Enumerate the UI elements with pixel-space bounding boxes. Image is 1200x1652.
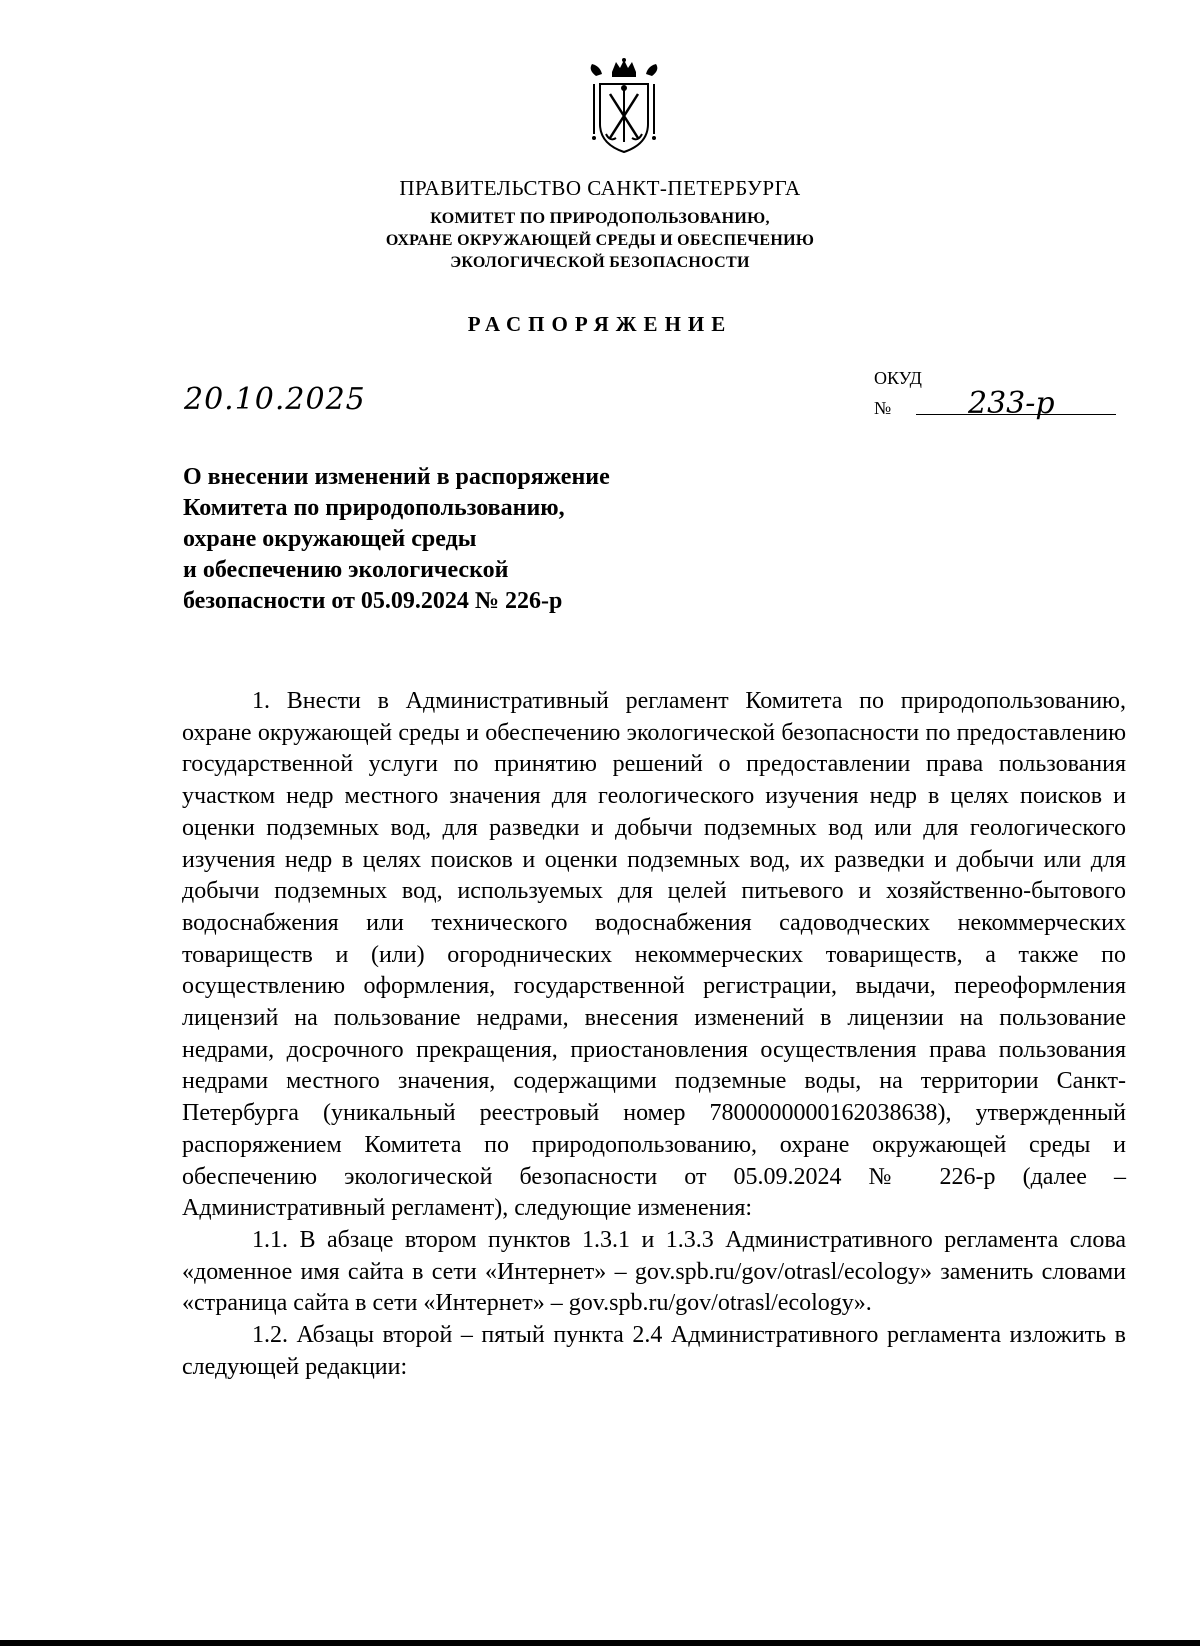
subject-line: О внесении изменений в распоряжение [183, 464, 610, 490]
subject-line: Комитета по природопользованию, [183, 495, 565, 521]
subject-line: безопасности от 05.09.2024 № 226-р [183, 588, 563, 614]
committee-name [0, 208, 1200, 274]
scan-bottom-border [0, 1640, 1200, 1646]
document-type-title: РАСПОРЯЖЕНИЕ [467, 312, 733, 336]
document-body [182, 686, 1126, 1383]
committee-line: ЭКОЛОГИЧЕСКОЙ БЕЗОПАСНОСТИ [450, 254, 750, 271]
committee-line: ОХРАНЕ ОКРУЖАЮЩЕЙ СРЕДЫ И ОБЕСПЕЧЕНИЮ [385, 232, 815, 249]
number-label: № [874, 398, 892, 418]
government-name: ПРАВИТЕЛЬСТВО САНКТ-ПЕТЕРБУРГА [399, 176, 801, 200]
committee-line: КОМИТЕТ ПО ПРИРОДОПОЛЬЗОВАНИЮ, [430, 210, 770, 227]
paragraph-item-1-1: 1.1. В абзаце втором пунктов 1.3.1 и 1.3.3 Административного регламента слова «доменное имя сайта в сети «Интернет» – gov.spb.ru/gov/otrasl/ecology» заменить словами «страница сайта в сети «Интернет» – gov.spb.ru/gov/otrasl/ecology». [182, 1226, 1126, 1317]
paragraph-item-1-2: 1.2. Абзацы второй – пятый пункта 2.4 Административного регламента изложить в следующей редакции: [182, 1322, 1126, 1380]
paragraph-item-1: 1. Внести в Административный регламент Комитета по природопользованию, охране окружающей среды и обеспечению экологической безопасности по предоставлению государственной услуги по принятию решений о предоставлении права пользования участком недр местного значения для геологического изучения недр в целях поисков и оценки подземных вод, для разведки и добычи подземных вод или для геологического изучения недр в целях поисков и оценки подземных вод, их разведки и добычи или для добычи подземных вод, используемых для целей питьевого и хозяйственно-бытового водоснабжения или технического водоснабжения садоводческих некоммерческих товариществ и (или) огороднических некоммерческих товариществ, а также по осуществлению оформления, государственной регистрации, выдачи, переоформления лицензий на пользование недрами, внесения изменений в лицензии на пользование недрами, досрочного прекращения, приостановления осуществления права пользования недрами местного значения, содержащими подземные воды, на территории Санкт-Петербурга (уникальный реестровый номер 7800000000162038638), утвержденный распоряжением Комитета по природопользованию, охране окружающей среды и обеспечению экологической безопасности от 05.09.2024 № 226-р (далее – Административный регламент), следующие изменения: [182, 688, 1126, 1222]
subject-line: охране окружающей среды [183, 526, 477, 552]
okud-label: ОКУД [874, 368, 922, 388]
coat-of-arms-emblem-icon [582, 58, 666, 156]
subject-line: и обеспечению экологической [183, 557, 509, 583]
document-subject [183, 462, 610, 617]
handwritten-date: 20.10.2025 [184, 382, 366, 417]
handwritten-document-number: 233-р [968, 386, 1055, 421]
